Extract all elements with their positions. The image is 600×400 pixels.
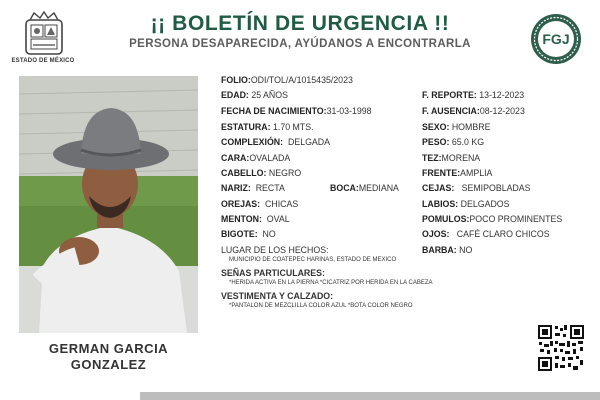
person-name-line2: GONZALEZ [70, 357, 147, 372]
fecha-nacimiento-field: FECHA DE NACIMIENTO:31-03-1998 [221, 106, 372, 116]
bigote-field: BIGOTE: NO [221, 229, 276, 239]
fgj-logo-icon [530, 13, 582, 65]
senas-value: *HERIDA ACTIVA EN LA PIERNA *CICATRIZ POR HERIDA EN LA CABEZA [229, 280, 433, 286]
cara-field: CARA:OVALADA [221, 153, 291, 163]
frente-field: FRENTE:AMPLIA [422, 168, 493, 178]
vestimenta-value: *PANTALON DE MEZCLILLA COLOR AZUL *BOTA COLOR NEGRO [229, 303, 413, 309]
senas-label: SEÑAS PARTICULARES: [221, 268, 325, 278]
barba-field: BARBA: NO [422, 245, 473, 255]
sexo-field: SEXO: HOMBRE [422, 122, 491, 132]
labios-field: LABIOS: DELGADOS [422, 199, 510, 209]
lugar-hechos-label: LUGAR DE LOS HECHOS: [221, 245, 329, 255]
vestimenta-label: VESTIMENTA Y CALZADO: [221, 291, 334, 301]
menton-field: MENTON: OVAL [221, 214, 290, 224]
orejas-field: OREJAS: CHICAS [221, 199, 299, 209]
edad-field: EDAD: 25 AÑOS [221, 90, 288, 100]
complexion-field: COMPLEXIÓN: DELGADA [221, 137, 331, 147]
bulletin-title: ¡¡ BOLETÍN DE URGENCIA !! [150, 12, 450, 35]
tez-field: TEZ:MORENA [422, 153, 481, 163]
ojos-field: OJOS: CAFÉ CLARO CHICOS [422, 229, 550, 239]
fgj-logo-text: FGJ [542, 31, 570, 47]
bulletin-subtitle: PERSONA DESAPARECIDA, AYÚDANOS A ENCONTRARLA [129, 38, 471, 50]
cabello-field: CABELLO: NEGRO [221, 168, 302, 178]
fecha-ausencia-field: F. AUSENCIA:08-12-2023 [422, 106, 525, 116]
footer-bar [140, 392, 600, 400]
person-name-line1: GERMAN GARCIA [48, 341, 169, 356]
peso-field: PESO: 65.0 KG [422, 137, 485, 147]
folio-field: FOLIO:ODI/TOL/A/1015435/2023 [221, 75, 353, 85]
boca-field: BOCA:MEDIANA [330, 183, 399, 193]
nariz-field: NARIZ: RECTA [221, 183, 285, 193]
missing-person-photo [19, 76, 198, 333]
fecha-reporte-field: F. REPORTE: 13-12-2023 [422, 90, 525, 100]
pomulos-field: POMULOS:POCO PROMINENTES [422, 214, 563, 224]
seal-caption: ESTADO DE MÉXICO [11, 58, 75, 64]
lugar-hechos-value: MUNICIPIO DE COATEPEC HARINAS, ESTADO DE MEXICO [229, 257, 397, 263]
cejas-field: CEJAS: SEMIPOBLADAS [422, 183, 531, 193]
qr-code-icon [538, 325, 584, 371]
estatura-field: ESTATURA: 1.70 MTS. [221, 122, 314, 132]
